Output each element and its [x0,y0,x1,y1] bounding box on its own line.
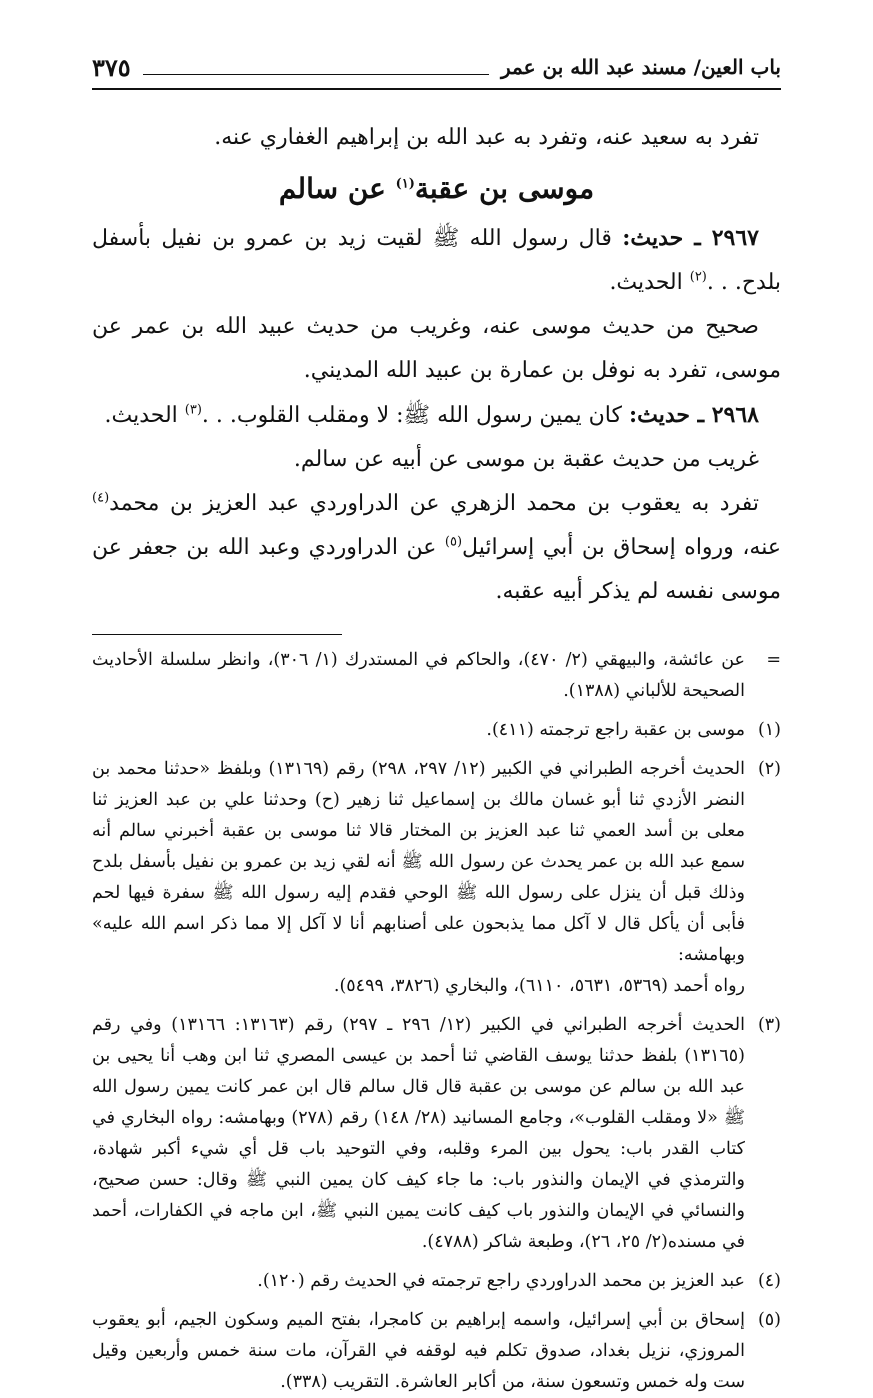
footnote-label: (٢) [757,759,781,779]
footnote-label: (٤) [757,1271,781,1291]
paragraph-tafarrad-said: تفرد به سعيد عنه، وتفرد به عبد الله بن إبراهيم الغفاري عنه. [214,125,759,150]
hadith-number-2967: ٢٩٦٧ ـ حديث: [622,225,759,251]
paragraph-sahih: صحيح من حديث موسى عنه، وغريب من حديث عبيد الله بن عمر عن موسى، تفرد به نوفل بن عمارة بن عبيد الله المديني. [92,314,781,383]
paragraph-gharib: غريب من حديث عقبة بن موسى عن أبيه عن سالم. [293,447,759,472]
footnote-text: موسى بن عقبة راجع ترجمته (٤١١). [486,720,745,740]
footnote-ref-4: (٤) [92,490,110,506]
hadith-text-2967: قال رسول الله ﷺ لقيت زيد بن عمرو بن نفيل بأسفل بلدح. . . [92,226,781,295]
tafarrad-part-1: تفرد به يعقوب بن محمد الزهري عن الدراوردي عبد العزيز بن محمد [109,491,759,516]
footnote-label: (١) [757,720,781,740]
footnote-2 [92,754,781,1002]
hadith-text-2968: كان يمين رسول الله ﷺ: لا ومقلب القلوب. . . [201,403,622,428]
page-number: ٣٧٥ [92,52,131,82]
footnote-ref-5: (٥) [444,534,463,550]
running-title: باب العين/ مسند عبد الله بن عمر [501,55,781,79]
footnote-text: عن عائشة، والبيهقي (٢/ ٤٧٠)، والحاكم في المستدرك (١/ ٣٠٦)، وانظر سلسلة الأحاديث الصحيحة للألباني (١٣٨٨). [92,650,745,701]
footnote-label: (٣) [757,1015,781,1035]
footnote-text: الحديث أخرجه الطبراني في الكبير (١٢/ ٢٩٦ ـ ٢٩٧) رقم (١٣١٦٣: ١٣١٦٦) وفي رقم (١٣١٦٥) بلفظ حدثنا يوسف القاضي ثنا أحمد بن عيسى المصري ثنا ابن وهب أنا يحيى بن عبد الله بن سالم عن موسى بن عقبة قال قال سالم قال ابن عمر كانت يمين رسول الله ﷺ «لا ومقلب القلوب»، وجامع المسانيد (٢٨/ ١٤٨) رقم (٢٧٨) وبهامشه: رواه البخاري في كتاب القدر باب: يحول بين المرء وقلبه، وفي التوحيد باب قل أي شيء أكبر شهادة، والترمذي في الإيمان والنذور باب: ما جاء كيف كان يمين النبي ﷺ وقال: حسن صحيح، والنسائي في الإيمان والنذور باب كيف كانت يمين النبي ﷺ، ابن ماجه في الكفارات، أحمد في مسنده(٢/ ٢٥، ٢٦)، وطبعة شاكر (٤٧٨٨). [92,1015,746,1252]
tafarrad-part-3: عن الدراوردي وعبد الله بن جعفر عن موسى نفسه لم يذكر أبيه عقبه. [92,535,781,604]
footnote-text: إسحاق بن أبي إسرائيل، واسمه إبراهيم بن كامجرا، بفتح الميم وسكون الجيم، أبو يعقوب المروزي، نزيل بغداد، صدوق تكلم فيه لوقفه في القرآن، مات سنة خمس وأربعين وقيل ست وله خمس وتسعون سنة، من أكابر العاشرة. التقريب (٣٣٨). [92,1310,745,1392]
tafarrad-part-2: عنه، ورواه إسحاق بن أبي إسرائيل [462,535,781,560]
footnote-ref-1: (١) [395,176,415,192]
footnote-text: الحديث أخرجه الطبراني في الكبير (١٢/ ٢٩٧، ٢٩٨) رقم (١٣١٦٩) وبلفظ «حدثنا محمد بن النضر الأزدي ثنا أبو غسان مالك بن إسماعيل ثنا زهير (ح) وحدثنا علي بن عبد العزيز ثنا معلى بن أسد العمي ثنا عبد العزيز بن المختار قالا ثنا موسى بن عقبة أخبرني سالم أنه سمع عبد الله بن عمر يحدث عن رسول الله ﷺ أنه لقي زيد بن عمرو بن نفيل بأسفل بلدح وذلك قبل أن ينزل على رسول الله ﷺ الوحي فقدم إليه رسول الله ﷺ سفرة فيها لحم فأبى أن يأكل قال لا آكل مما يذبحون على أصنابهم أنا لا آكل إلا مما ذكر اسم الله عليه» وبهامشه: [92,759,745,965]
footnote-label: (٥) [757,1310,781,1330]
footnote-3 [92,1010,781,1258]
footnote-1 [92,715,781,746]
page-header [92,50,781,90]
footnote-text-hamish: رواه أحمد (٥٣٦٩، ٥٦٣١، ٦١١٠)، والبخاري (٣٨٢٦، ٥٤٩٩). [333,976,745,996]
footnote-text: عبد العزيز بن محمد الدراوردي راجع ترجمته في الحديث رقم (١٢٠). [257,1271,745,1291]
paragraph-tafarrad-yaqub [92,482,781,614]
footnote-5 [92,1305,781,1398]
footnote-ref-3: (٣) [184,402,202,418]
hadith-2967 [92,216,781,305]
heading-tail: عن سالم [278,172,386,205]
heading-name: موسى بن عقبة [414,172,595,205]
section-heading [92,164,781,214]
hadith-tail-2968: الحديث. [104,403,178,428]
main-text [92,116,781,614]
footnotes [92,645,781,1398]
footnote-ref-2: (٢) [689,269,707,285]
hadith-number-2968: ٢٩٦٨ ـ حديث: [628,402,759,428]
hadith-2968 [92,393,781,438]
footnote-4 [92,1266,781,1297]
footnote-continued [92,645,781,707]
hadith-tail-2967: الحديث. [609,270,683,295]
header-rule [143,60,489,75]
footnote-separator [92,634,342,635]
footnote-label: = [766,650,781,670]
